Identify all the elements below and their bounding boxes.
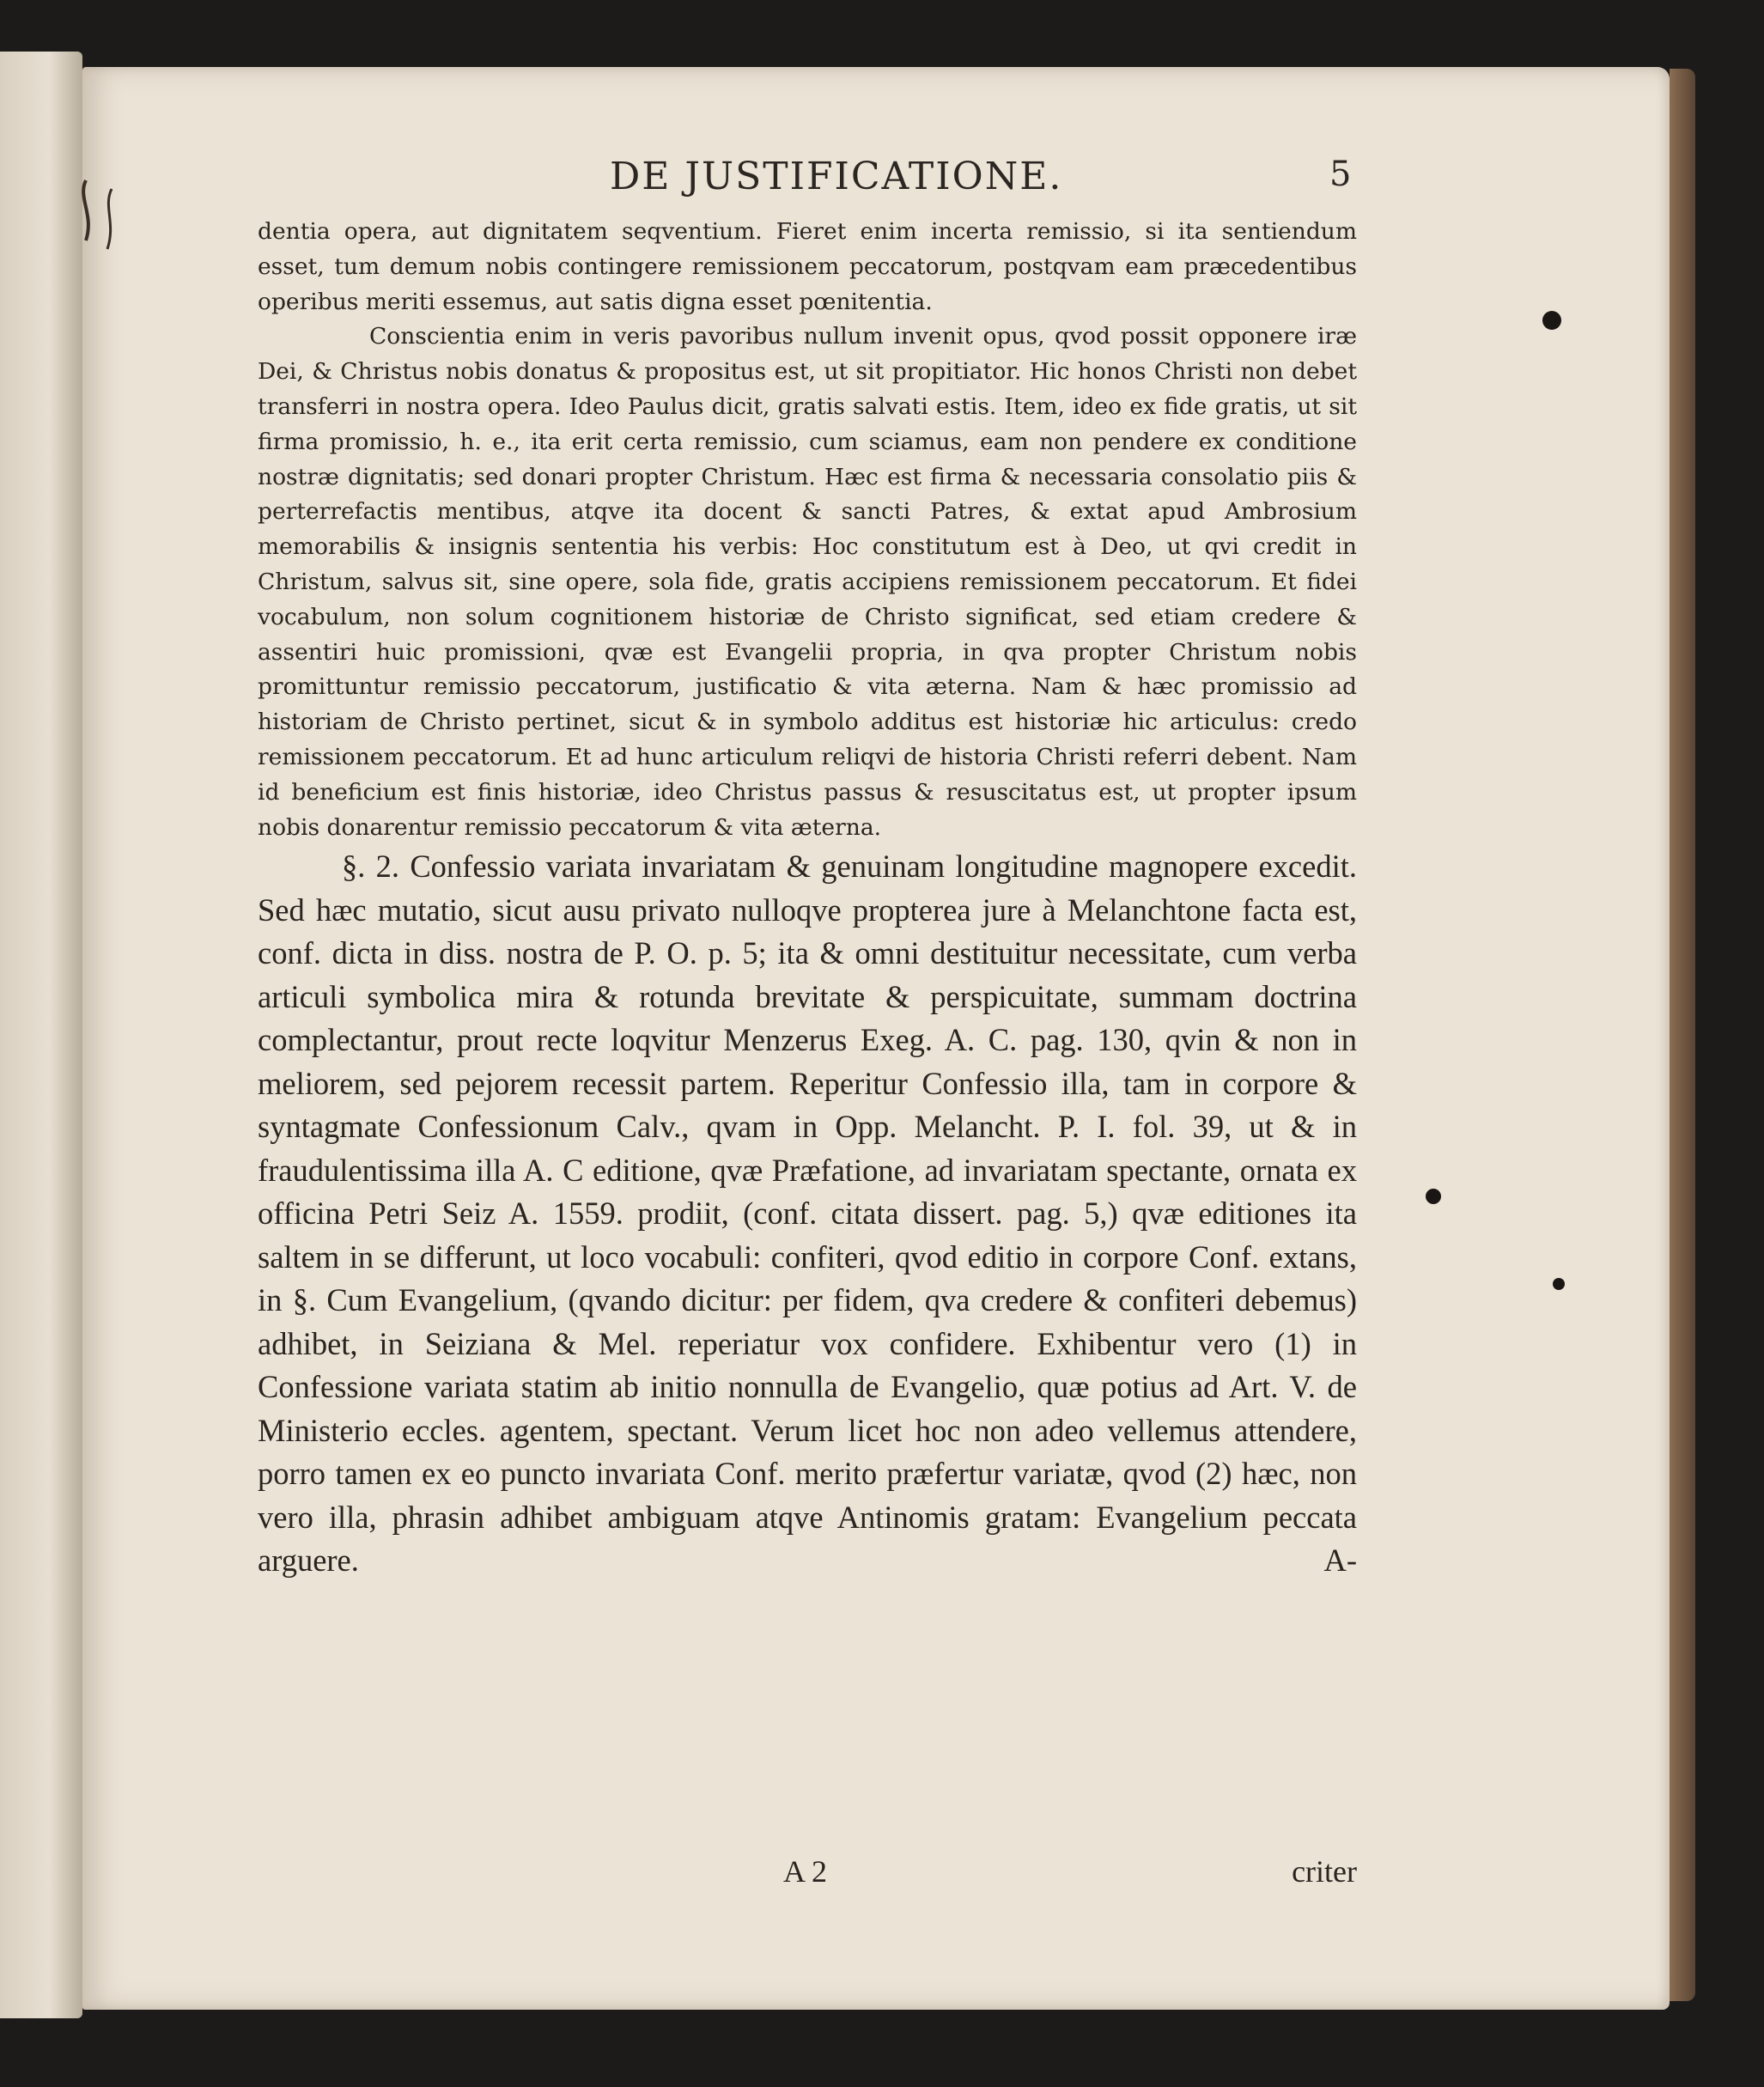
paragraph: dentia opera, aut dignitatem seqventium. Fieret enim incerta remissio, si ita sentiendum esset, tum demum nobis contingere remissionem peccatorum, postqvam eam præcedentibus operibus meriti essemus, aut satis digna esset pœnitentia.: [258, 218, 1357, 315]
binding-hole: [1553, 1278, 1565, 1290]
paragraph: Conscientia enim in veris pavoribus nullum invenit opus, qvod possit opponere iræ Dei, & Christus nobis donatus & propositus est, ut sit propitiator. Hic honos Christi non debet transferri in nostra opera. Ideo Paulus dicit, gratis salvati estis. Item, ideo ex fide gratis, ut sit firma promissio, h. e., ita erit certa remissio, cum sciamus, eam non pendere ex conditione nostræ dignitatis; sed donari propter Christum. Hæc est firma & necessaria consolatio piis & perterrefactis mentibus, atqve ita docent & sancti Patres, & extat apud Ambrosium memorabilis & insignis sententia his verbis: Hoc constitutum est à Deo, ut qvi credit in Christum, salvus sit, sine opere, sola fide, gratis accipiens remissionem peccatorum. Et fidei vocabulum, non solum cognitionem historiæ de Christo significat, sed etiam credere & assentiri huic promissioni, qvæ est Evangelii propria, in qva propter Christum nobis promittuntur remissio peccatorum, justificatio & vita æterna. Nam & hæc promissio ad historiam de Christo pertinet, sicut & in symbolo additus est historiæ hic articulus: credo remissionem peccatorum. Et ad hunc articulum reliqvi de historia Christi referri debent. Nam id beneficium est finis historiæ, ideo Christus passus & resuscitatus est, ut propter ipsum nobis donarentur remissio peccatorum & vita æterna.: [258, 323, 1357, 841]
page-footer: [258, 1853, 1357, 1896]
signature-mark: A 2: [783, 1854, 828, 1889]
page-number: 5: [1329, 155, 1352, 194]
facing-page-edge: [0, 52, 82, 2018]
running-title: DE JUSTIFICATIONE.: [610, 155, 1063, 198]
binding-hole: [1426, 1189, 1441, 1204]
binding-hole: [1542, 311, 1561, 330]
page-edge-shadow: [1670, 69, 1695, 2001]
gutter-ink-marks: [52, 172, 137, 258]
section-paragraph: §. 2. Confessio variata invariatam & genuinam longitudine magnopere excedit. Sed hæc mutatio, sicut ausu privato nulloqve propterea jure à Melanchtone facta est, conf. dicta in diss. nostra de P. O. p. 5; ita & omni destituitur necessitate, cum verba articuli symbolica mira & rotunda brevitate & perspicuitate, summam doctrina complectantur, prout recte loqvitur Menzerus Exeg. A. C. pag. 130, qvin & non in meliorem, sed pejorem recessit partem. Reperitur Confessio illa, tam in corpore & syntagmate Confessionum Calv., qvam in Opp. Melancht. P. I. fol. 39, ut & in fraudulentissima illa A. C editione, qvæ Præfatione, ad invariatam spectante, ornata ex officina Petri Seiz A. 1559. prodiit, (conf. citata dissert. pag. 5,) qvæ editiones ita saltem in se differunt, ut loco vocabuli: confiteri, qvod editio in corpore Conf. extans, in §. Cum Evangelium, (qvando dicitur: per fidem, qva credere & confiteri debemus) adhibet, in Seiziana & Mel. reperiatur vox confidere. Exhibentur vero (1) in Confessione variata statim ab initio nonnulla de Evangelio, quæ potius ad Art. V. de Ministerio eccles. agentem, spectant. Verum licet hoc non adeo vellemus attendere, porro tamen ex eo puncto invariata Conf. merito præfertur variatæ, qvod (2) hæc, non vero illa, phrasin adhibet ambiguam atqve Antinomis gratam: Evangelium peccata arguere. A-: [258, 849, 1357, 1579]
body-text: [258, 215, 1357, 1583]
catchword: criter: [1292, 1854, 1357, 1889]
